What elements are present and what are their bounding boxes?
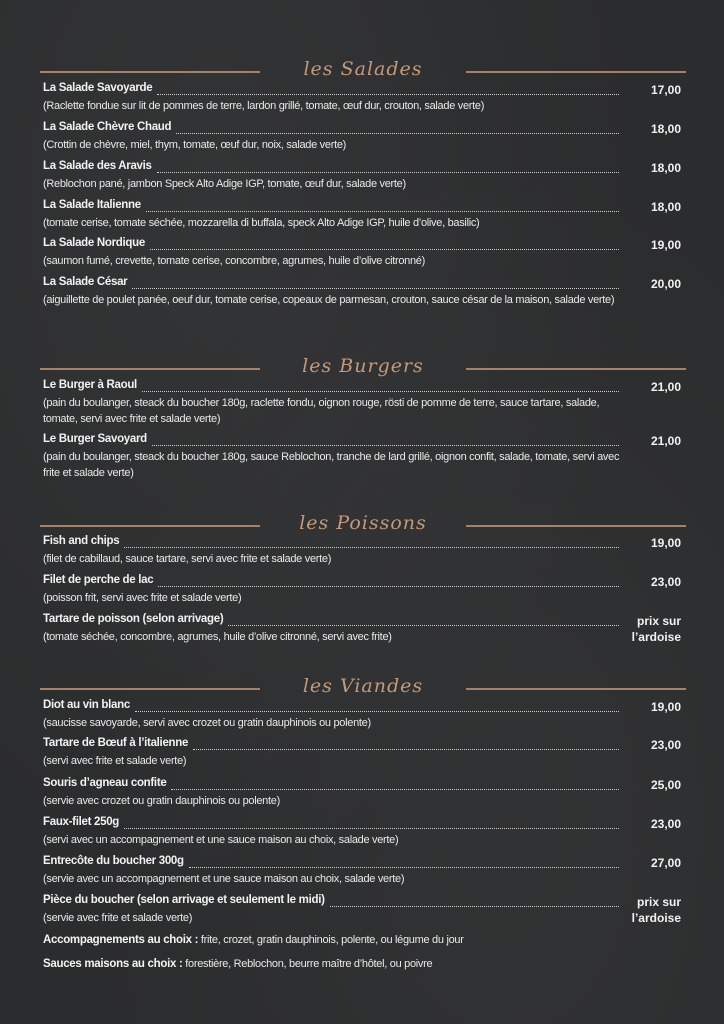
item-description: (servi avec un accompagnement et une sauce maison au choix, salade verte) — [43, 834, 399, 846]
menu-item — [43, 855, 683, 887]
section-title: les Viandes — [302, 675, 424, 697]
item-description: (Raclette fondue sur lit de pommes de terre, lardon grillé, tomate, œuf dur, crouton, salade verte) — [43, 100, 485, 112]
item-price: 23,00 — [650, 575, 681, 589]
menu-item — [43, 894, 683, 926]
item-description: (Crottin de chèvre, miel, thym, tomate, œuf dur, noix, salade verte) — [43, 139, 347, 151]
item-name: La Salade Savoyarde — [43, 82, 153, 94]
sauces-note — [43, 958, 432, 970]
section-title: les Burgers — [302, 355, 424, 377]
divider-right — [466, 71, 686, 73]
dot-leader — [152, 443, 619, 446]
menu-item — [43, 737, 683, 769]
item-name: La Salade Chèvre Chaud — [43, 121, 172, 133]
note-text: forestière, Reblochon, beurre maître d’hôtel, ou poivre — [182, 958, 433, 970]
item-price — [632, 894, 681, 926]
item-name: La Salade César — [43, 276, 128, 288]
item-price: 19,00 — [650, 238, 681, 252]
item-name: Pièce du boucher (selon arrivage et seulement le midi) — [43, 894, 325, 906]
item-price: 23,00 — [650, 738, 681, 752]
note-label: Accompagnements au choix : — [43, 934, 199, 946]
item-description: (pain du boulanger, steack du boucher 180g, raclette fondu, oignon rouge, rösti de pomme de terre, sauce tartare, salade, tomate, servi avec frite et salade verte) — [43, 397, 600, 425]
dot-leader — [171, 787, 619, 790]
item-price: 18,00 — [650, 200, 681, 214]
dot-leader — [142, 389, 619, 392]
divider-left — [40, 368, 260, 370]
item-price — [632, 613, 681, 645]
note-text: frite, crozet, gratin dauphinois, polente, ou légume du jour — [198, 934, 464, 946]
item-name: Diot au vin blanc — [43, 699, 130, 711]
divider-right — [466, 368, 686, 370]
dot-leader — [150, 247, 619, 250]
item-name: Faux-filet 250g — [43, 816, 120, 828]
menu-item — [43, 613, 683, 645]
menu-item — [43, 237, 683, 269]
dot-leader — [158, 584, 619, 587]
item-description: (Reblochon pané, jambon Speck Alto Adige IGP, tomate, œuf dur, salade verte) — [43, 178, 406, 190]
item-description: (servie avec un accompagnement et une sauce maison au choix, salade verte) — [43, 873, 405, 885]
dot-leader — [189, 865, 619, 868]
item-description: (aiguillette de poulet panée, oeuf dur, tomate cerise, copeaux de parmesan, crouton, sauce césar de la maison, salade verte) — [43, 294, 615, 306]
item-description: (tomate séchée, concombre, agrumes, huile d’olive citronné, servi avec frite) — [43, 631, 392, 643]
dot-leader — [132, 286, 619, 289]
item-description: (filet de cabillaud, sauce tartare, servi avec frite et salade verte) — [43, 553, 332, 565]
menu-item — [43, 699, 683, 731]
item-price: 19,00 — [650, 536, 681, 550]
dot-leader — [157, 170, 619, 173]
item-description: (servi avec frite et salade verte) — [43, 755, 187, 767]
item-description: (tomate cerise, tomate séchée, mozzarella di buffala, speck Alto Adige IGP, huile d’olive, basilic) — [43, 217, 480, 229]
section-title: les Poissons — [299, 512, 427, 534]
menu-item — [43, 82, 683, 114]
menu-item — [43, 276, 683, 308]
dot-leader — [330, 904, 619, 907]
dot-leader — [193, 747, 619, 750]
item-name: Souris d’agneau confite — [43, 777, 167, 789]
dot-leader — [176, 131, 619, 134]
item-description: (saumon fumé, crevette, tomate cerise, concombre, agrumes, huile d’olive citronné) — [43, 255, 425, 267]
price-line-1: prix sur — [636, 614, 681, 628]
menu-item — [43, 121, 683, 153]
item-price: 21,00 — [650, 434, 681, 448]
menu-item — [43, 199, 683, 231]
item-name: Le Burger à Raoul — [43, 379, 137, 391]
item-name: Le Burger Savoyard — [43, 433, 147, 445]
item-name: La Salade Italienne — [43, 199, 141, 211]
item-name: Fish and chips — [43, 535, 120, 547]
item-price: 25,00 — [650, 778, 681, 792]
price-line-1: prix sur — [636, 895, 681, 909]
item-price: 20,00 — [650, 277, 681, 291]
dot-leader — [124, 545, 619, 548]
price-line-2: l’ardoise — [631, 911, 681, 925]
dot-leader — [124, 826, 619, 829]
menu-item — [43, 574, 683, 606]
item-price: 19,00 — [650, 700, 681, 714]
menu-item — [43, 777, 683, 809]
item-name: Entrecôte du boucher 300g — [43, 855, 184, 867]
divider-left — [40, 71, 260, 73]
dot-leader — [157, 92, 619, 95]
item-name: Filet de perche de lac — [43, 574, 154, 586]
item-price: 17,00 — [650, 83, 681, 97]
divider-right — [466, 688, 686, 690]
item-price: 21,00 — [650, 380, 681, 394]
divider-left — [40, 525, 260, 527]
note-label: Sauces maisons au choix : — [43, 958, 183, 970]
item-name: La Salade Nordique — [43, 237, 145, 249]
dot-leader — [135, 709, 619, 712]
item-description: (servie avec crozet ou gratin dauphinois ou polente) — [43, 795, 280, 807]
item-description: (poisson frit, servi avec frite et salade verte) — [43, 592, 242, 604]
item-description: (servie avec frite et salade verte) — [43, 912, 193, 924]
item-price: 27,00 — [650, 856, 681, 870]
item-price: 23,00 — [650, 817, 681, 831]
item-description: (saucisse savoyarde, servi avec crozet ou gratin dauphinois ou polente) — [43, 717, 371, 729]
item-description: (pain du boulanger, steack du boucher 180g, sauce Reblochon, tranche de lard grillé, oignon confit, salade, tomate, servi avec frite et salade verte) — [43, 451, 620, 479]
dot-leader — [146, 209, 619, 212]
item-price: 18,00 — [650, 161, 681, 175]
accompagnements-note — [43, 934, 464, 946]
menu-item — [43, 379, 683, 427]
dot-leader — [228, 623, 619, 626]
divider-left — [40, 688, 260, 690]
menu-item — [43, 816, 683, 848]
price-line-2: l’ardoise — [631, 630, 681, 644]
divider-right — [466, 525, 686, 527]
menu-item — [43, 160, 683, 192]
item-name: Tartare de poisson (selon arrivage) — [43, 613, 224, 625]
item-name: La Salade des Aravis — [43, 160, 152, 172]
section-title: les Salades — [303, 58, 423, 80]
menu-item — [43, 433, 683, 481]
item-price: 18,00 — [650, 122, 681, 136]
item-name: Tartare de Bœuf à l’italienne — [43, 737, 189, 749]
menu-item — [43, 535, 683, 567]
